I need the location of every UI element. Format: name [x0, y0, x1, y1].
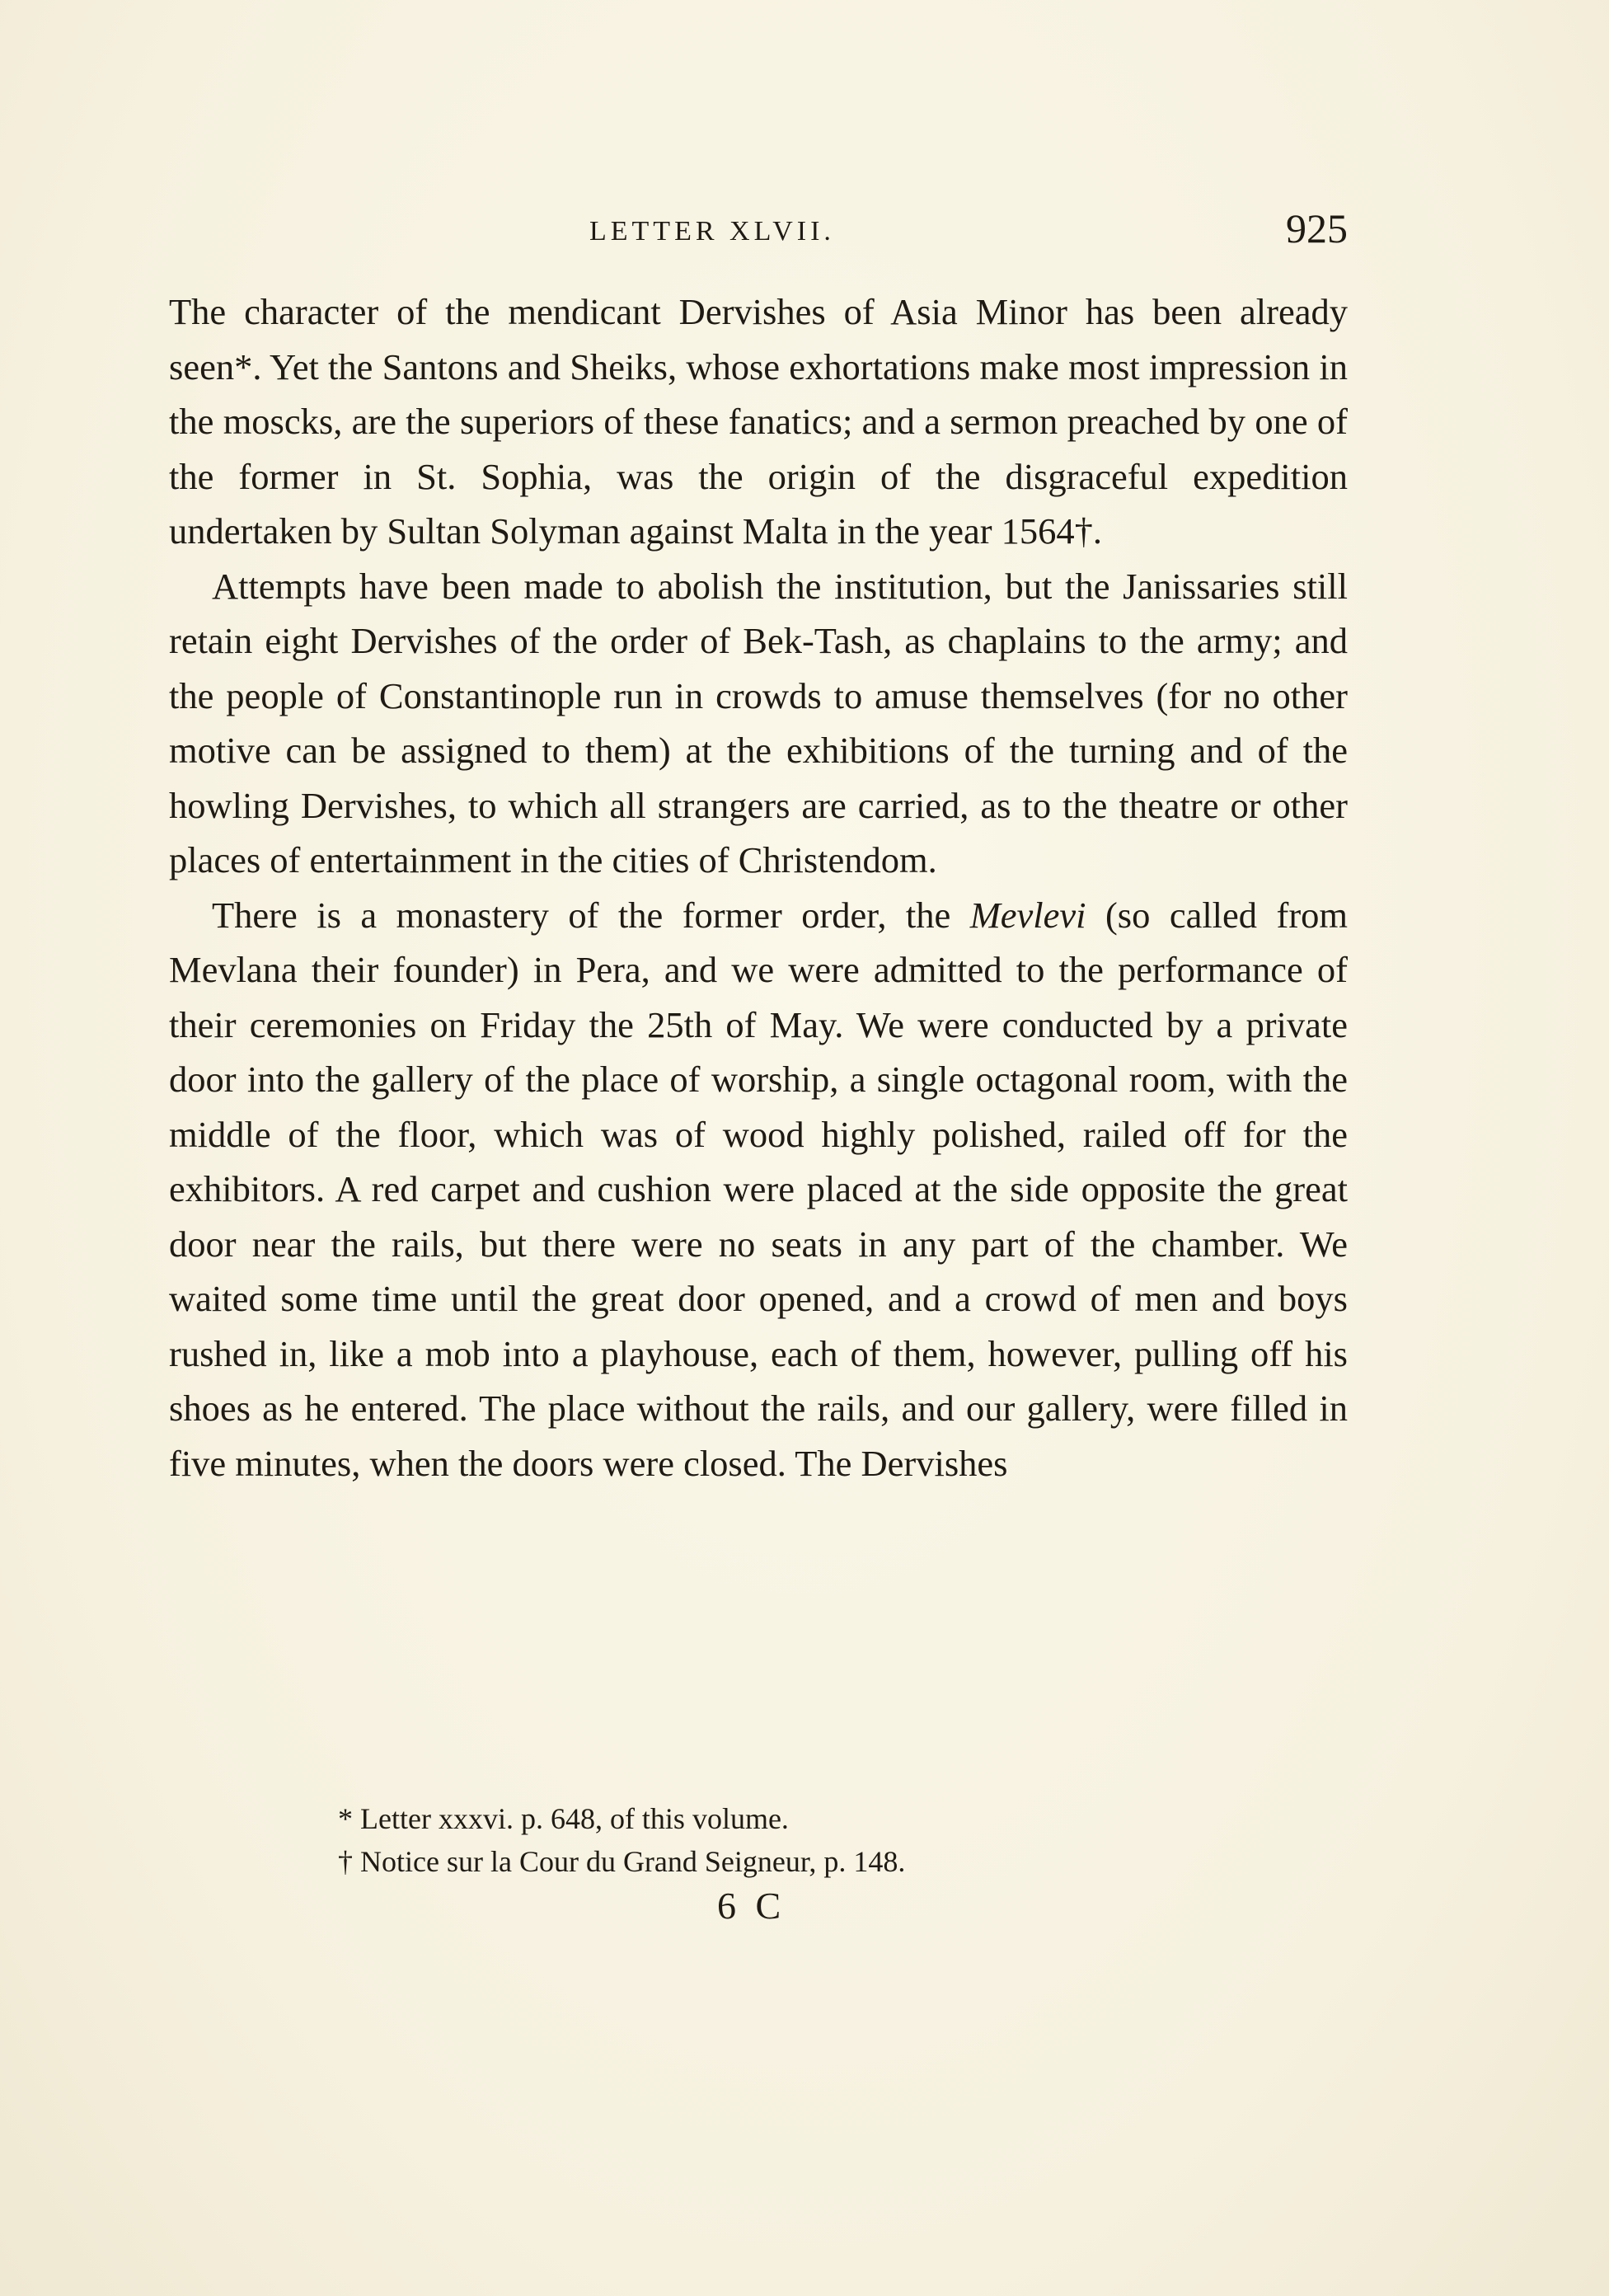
- body-text: [169, 284, 1348, 1491]
- footnote-2: † Notice sur la Cour du Grand Seigneur, p. 148.: [338, 1845, 906, 1878]
- footnote-1: * Letter xxxvi. p. 648, of this volume.: [338, 1802, 789, 1835]
- paragraph-3: [169, 888, 1348, 1491]
- page-number: 925: [1286, 205, 1348, 251]
- footnotes: [338, 1797, 1162, 1883]
- paragraph-1: The character of the mendicant Dervishes of Asia Minor has been already seen*. Yet the Santons and Sheiks, whose exhortations make most impression in the moscks, are the superiors of these fanatics; and a sermon preached by one of the former in St. Sophia, was the origin of the disgraceful expedition undertaken by Sultan Solyman against Malta in the year 1564†.: [169, 291, 1348, 552]
- running-title: LETTER XLVII.: [589, 216, 835, 247]
- signature-mark: 6 C: [717, 1885, 786, 1927]
- paragraph-3-start: There is a monastery of the former order, the: [212, 894, 951, 936]
- paragraph-3-rest: (so called from Mevlana their founder) in Pera, and we were admitted to the performance of their ceremonies on Friday the 25th of May. We were conducted by a private door into the gallery of the place of worship, a single octagonal room, with the middle of the floor, which was of wood highly polished, railed off for the exhibitors. A red carpet and cushion were placed at the side opposite the great door near the rails, but there were no seats in any part of the chamber. We waited some time until the great door opened, and a crowd of men and boys rushed in, like a mob into a playhouse, each of them, however, pulling off his shoes as he entered. The place without the rails, and our gallery, were filled in five minutes, when the doors were closed. The Dervishes: [169, 894, 1349, 1484]
- paragraph-2: Attempts have been made to abolish the institution, but the Janissaries still retain eight Dervishes of the order of Bek-Tash, as chaplains to the army; and the people of Constantinople run in crowds to amuse themselves (for no other motive can be assigned to them) at the exhibitions of the turning and of the howling Dervishes, to which all strangers are carried, as to the theatre or other places of entertainment in the cities of Christendom.: [169, 565, 1348, 880]
- mevlevi-term: Mevlevi: [969, 894, 1086, 936]
- running-head: [169, 204, 1348, 254]
